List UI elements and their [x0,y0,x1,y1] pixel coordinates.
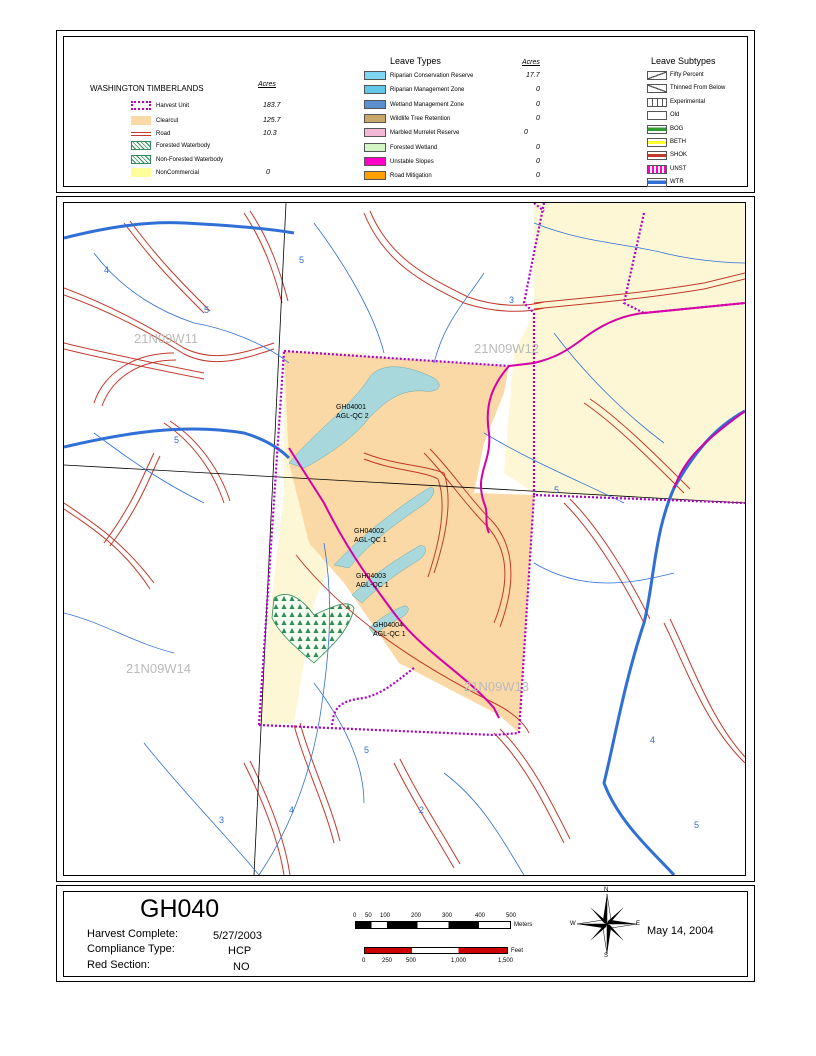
map-canvas [64,203,745,875]
harvest-complete-label: Harvest Complete: [87,928,179,940]
red-section-label: Red Section: [87,959,150,971]
leave-type-label: Forested Wetland [390,144,438,151]
leave-subtype-label: BOG [670,125,684,132]
stream-label: 4 [650,735,656,745]
leave-subtype-swatch [647,165,667,174]
stream-label: 4 [289,805,295,815]
leave-subtype-swatch [647,98,667,107]
meters-unit: Meters [514,922,533,928]
leave-type-swatch [364,171,386,180]
compass-icon [572,889,642,959]
leave-subtype-label: BETH [670,139,687,145]
leave-subtype-label: UNST [670,165,687,172]
section-label-se: 21N09W13 [464,679,530,694]
leave-type-swatch [364,114,386,123]
leave-subtype-swatch [647,178,667,187]
acres-header-mid: Acres [522,59,540,66]
meters-tick: 100 [380,913,391,919]
leave-type-label: Riparian Management Zone [390,87,465,94]
feet-tick: 250 [382,958,393,964]
legend-acres: 10.3 [263,130,277,137]
leave-subtype-label: Fifty Percent [670,72,704,78]
leave-type-label: Wetland Management Zone [390,101,464,108]
legend-label: Road [156,131,171,137]
leave-type-swatch [364,143,386,152]
compliance-type-label: Compliance Type: [87,943,175,955]
meters-tick: 0 [353,913,357,919]
stream-label: 3 [219,815,225,825]
stream-label: 5 [299,255,305,265]
feet-tick: 1,000 [451,958,467,964]
leave-type-swatch [364,85,386,94]
feet-tick: 1,500 [498,958,514,964]
leave-type-acres: 0 [536,100,540,108]
legend-label: Harvest Unit [156,103,190,109]
clearcut-area [284,351,534,733]
meters-tick: 300 [442,913,453,919]
compass-n: N [604,887,609,893]
map-panel-inner [63,202,746,876]
stand-id-1: GH04001 [336,404,366,411]
leave-subtype-swatch [647,151,667,160]
leave-subtype-label: SHOK [670,152,688,159]
compass-w: W [570,921,576,927]
harvest-complete-value: 5/27/2003 [213,930,262,942]
compass-e: E [636,921,641,927]
org-title: WASHINGTON TIMBERLANDS [90,84,204,93]
leave-type-label: Riparian Conservation Reserve [390,73,474,79]
acres-header-left: Acres [258,81,276,88]
legend-swatch [131,168,151,177]
leave-type-label: Unstable Slopes [390,158,434,165]
leave-subtypes-title: Leave Subtypes [651,56,716,66]
stream-label: 4 [104,265,110,275]
leave-type-swatch [364,157,386,166]
stand-id-2: GH04002 [354,528,384,535]
stand-id-4: GH04004 [373,622,403,629]
meters-bar [355,921,511,929]
leave-subtype-swatch [647,125,667,134]
legend-acres: 183.7 [263,102,281,109]
section-label-nw: 21N09W11 [134,331,199,346]
legend-label: Forested Waterbody [156,143,211,149]
legend-swatch [131,141,151,150]
leave-type-swatch [364,100,386,109]
leave-type-label: Marbled Murrelet Reserve [390,130,460,137]
legend-acres: 125.7 [263,117,281,124]
stand-code-4: AGL-QC 1 [373,631,406,638]
leave-subtype-swatch [647,84,667,93]
legend-swatch [131,155,151,164]
stand-code-2: AGL-QC 1 [354,537,387,544]
stream-label: 2 [419,805,425,815]
leave-subtype-swatch [647,111,667,120]
section-label-ne: 21N09W12 [474,341,540,356]
stream-label: 3 [509,295,515,305]
stream-label: 5 [364,745,370,755]
leave-type-label: Road Mitigation [390,173,432,180]
compass-s: S [604,953,609,959]
stream-label: 5 [204,305,210,315]
compliance-type-value: HCP [228,945,252,957]
meters-tick: 200 [411,913,422,919]
legend-swatch [131,132,151,136]
leave-subtype-label: Thinned From Below [670,85,726,92]
stream-label: 5 [174,435,180,445]
leave-subtype-label: WTR [670,179,684,186]
legend-swatch [131,101,151,110]
red-section-value: NO [233,961,250,973]
meters-tick: 500 [506,913,517,919]
leave-subtype-swatch [647,71,667,80]
leave-type-acres: 17.7 [526,72,540,79]
leave-type-swatch [364,71,386,80]
stream-label: 5 [554,485,560,495]
feet-bar [364,947,508,954]
stream-label: 5 [694,820,700,830]
legend-label: Non-Forested Waterbody [156,157,224,163]
leave-type-acres: 0 [536,157,540,165]
feet-tick: 0 [362,958,366,964]
leave-types-title: Leave Types [390,56,441,66]
map-date: May 14, 2004 [647,925,714,937]
stand-code-3: AGL-QC 1 [356,582,389,589]
legend-label: Clearcut [156,118,179,124]
leave-type-swatch [364,128,386,137]
stand-id-3: GH04003 [356,573,386,580]
legend-acres: 0 [266,169,270,176]
noncommercial-area-east [504,203,745,503]
leave-type-acres: 0 [536,143,540,151]
leave-type-acres: 0 [536,114,540,122]
unit-id-title: GH040 [140,895,220,923]
legend-label: NonCommercial [156,170,200,176]
feet-unit: Feet [511,948,524,954]
leave-subtype-label: Experimental [670,98,706,105]
leave-subtype-label: Old [670,112,680,119]
leave-subtype-swatch [647,138,667,147]
feet-tick: 500 [406,958,417,964]
meters-tick: 50 [365,913,372,919]
leave-type-acres: 0 [536,86,540,94]
leave-type-acres: 0 [536,172,540,180]
section-label-sw: 21N09W14 [126,661,192,676]
legend-swatch [131,116,151,125]
leave-type-acres: 0 [524,129,528,137]
stand-code-1: AGL-QC 2 [336,413,369,420]
leave-type-label: Wildlife Tree Retention [390,115,451,122]
meters-tick: 400 [475,913,486,919]
